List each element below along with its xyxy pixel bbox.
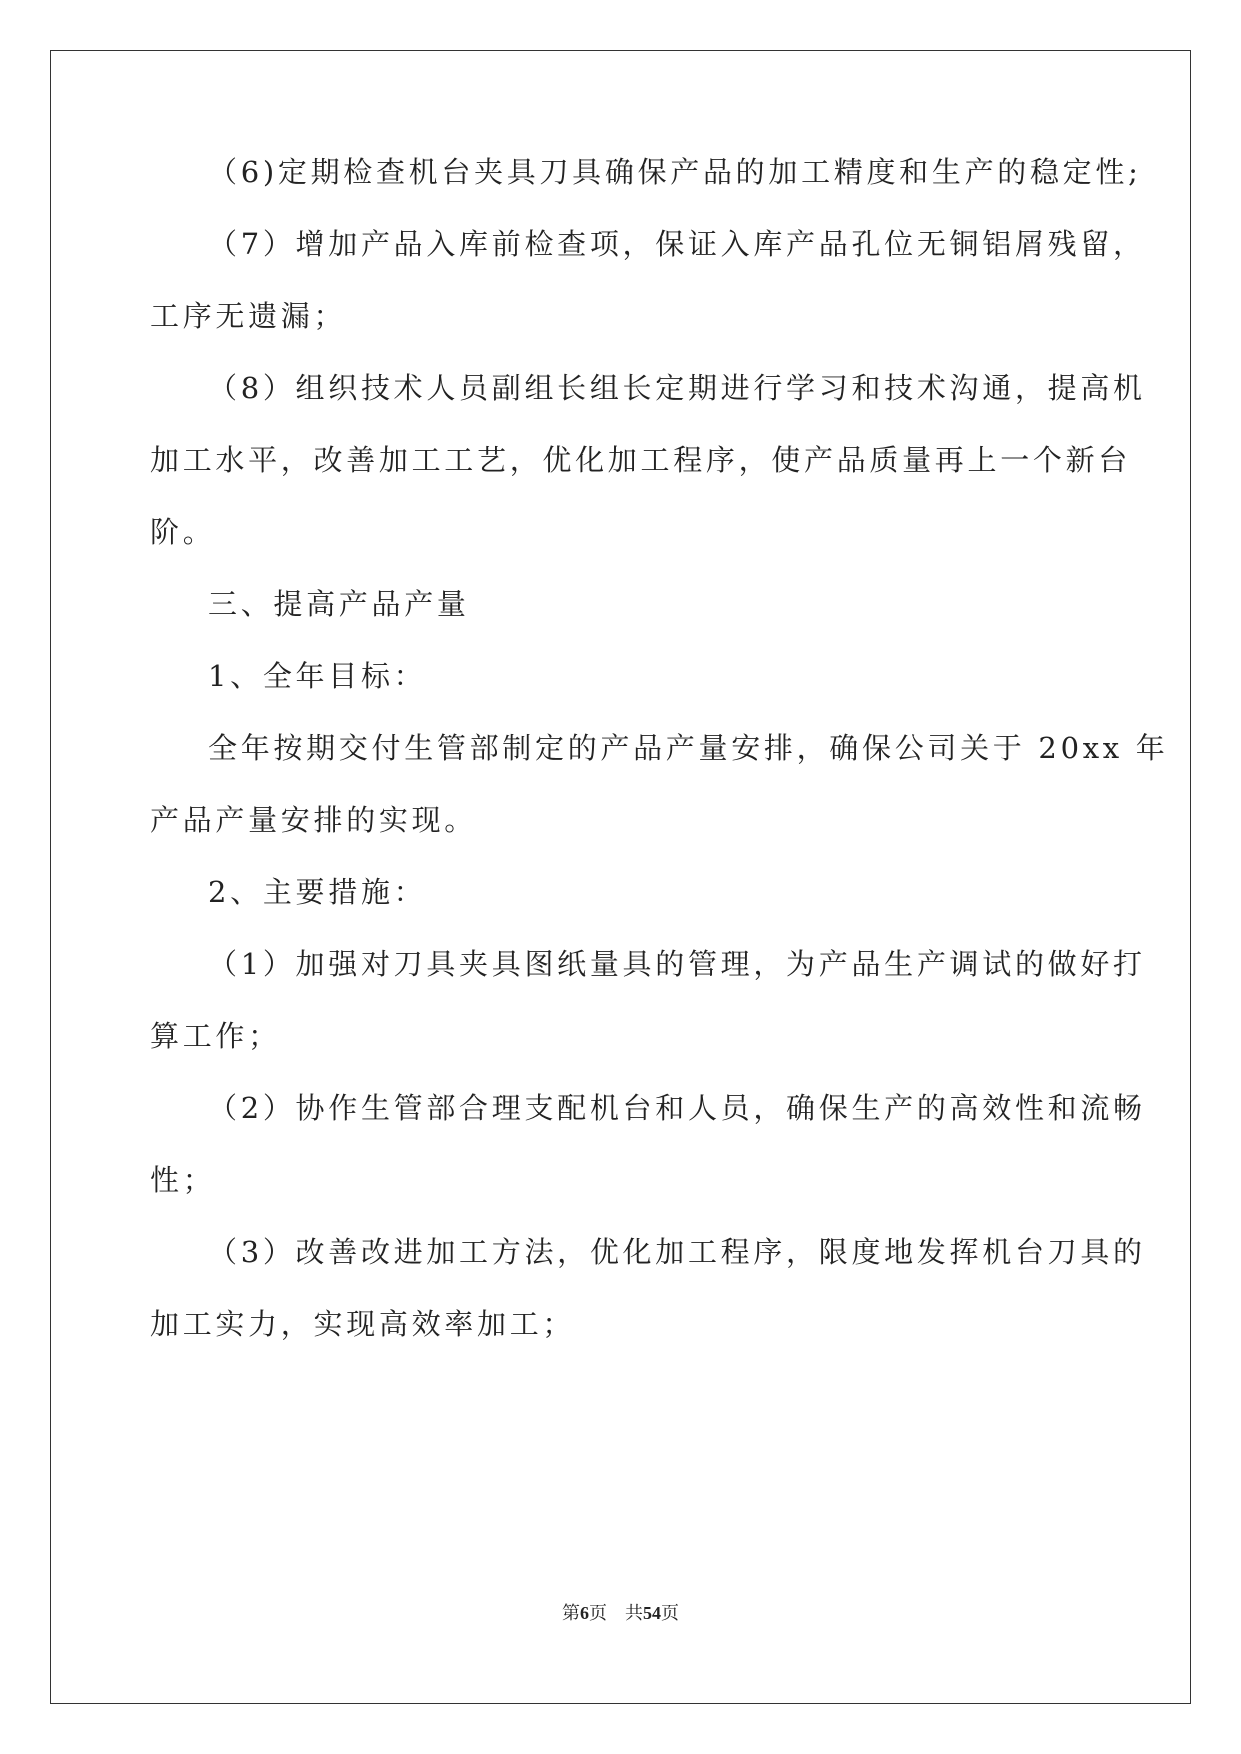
text-line: 性； (150, 1163, 216, 1197)
text-line: 加工实力，实现高效率加工； (150, 1307, 576, 1341)
text-line: （7）增加产品入库前检查项，保证入库产品孔位无铜铝屑残留， (208, 227, 1146, 261)
footer-page-number: 6 (580, 1603, 589, 1623)
text-line: 全年按期交付生管部制定的产品产量安排，确保公司关于 20xx 年 (208, 731, 1169, 765)
text-line: 产品产量安排的实现。 (150, 803, 478, 837)
text-line: （3）改善改进加工方法，优化加工程序，限度地发挥机台刀具的 (208, 1235, 1146, 1269)
text-line: （6)定期检查机台夹具刀具确保产品的加工精度和生产的稳定性; (208, 155, 1142, 189)
text-line: 阶。 (150, 515, 216, 549)
page-footer (0, 1599, 1241, 1625)
text-line: 2、主要措施： (208, 875, 427, 909)
footer-suffix: 页 (661, 1603, 679, 1623)
text-line: 1、全年目标： (208, 659, 427, 693)
text-line: 算工作； (150, 1019, 281, 1053)
text-line: （8）组织技术人员副组长组长定期进行学习和技术沟通，提高机 (208, 371, 1146, 405)
text-line: （1）加强对刀具夹具图纸量具的管理，为产品生产调试的做好打 (208, 947, 1146, 981)
text-line: 三、提高产品产量 (208, 587, 470, 621)
text-line: 工序无遗漏； (150, 299, 347, 333)
footer-total-pages: 54 (643, 1603, 661, 1623)
footer-middle: 页 共 (589, 1603, 643, 1623)
text-line: （2）协作生管部合理支配机台和人员，确保生产的高效性和流畅 (208, 1091, 1146, 1125)
text-line: 加工水平，改善加工工艺，优化加工程序，使产品质量再上一个新台 (150, 443, 1132, 477)
footer-prefix: 第 (562, 1603, 580, 1623)
